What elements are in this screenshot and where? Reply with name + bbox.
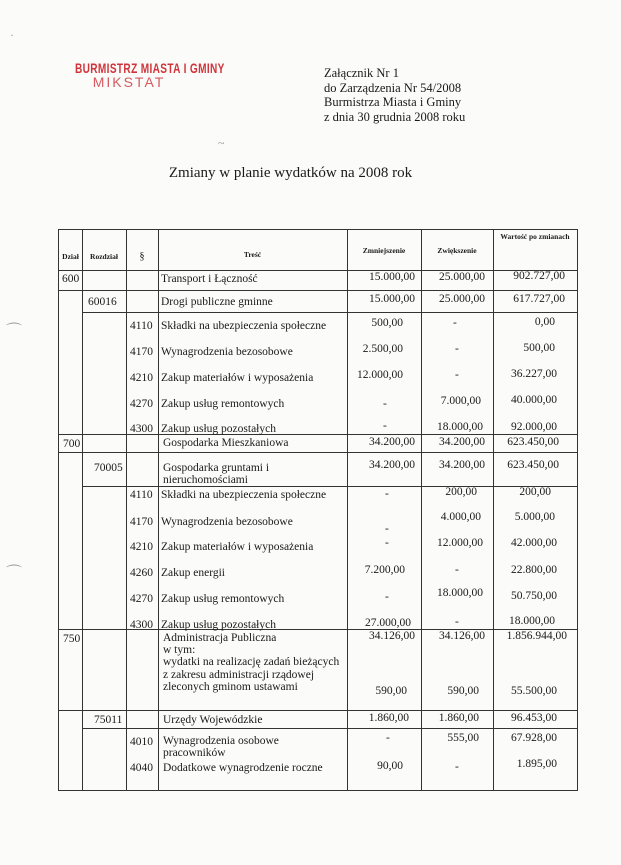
cell-zwiekszenie: - xyxy=(455,564,459,576)
cell-wartosc: 1.856.944,00 xyxy=(506,630,567,642)
cell-paragraf: 4270 xyxy=(130,593,153,605)
cell-zwiekszenie: 12.000,00 xyxy=(437,537,483,549)
cell-zmniejszenie: - xyxy=(385,488,389,500)
cell-dzial: 700 xyxy=(63,438,81,450)
cell-paragraf: 4300 xyxy=(130,619,153,631)
binder-hole-mark: ⌒ xyxy=(6,565,23,582)
annex-line: Burmistrza Miasta i Gminy xyxy=(324,95,462,109)
cell-zwiekszenie: - xyxy=(455,616,459,628)
cell-zwiekszenie: 34.126,00 xyxy=(439,630,485,642)
cell-paragraf: 4210 xyxy=(130,372,153,384)
cell-tresc: Składki na ubezpieczenia społeczne xyxy=(161,320,327,332)
cell-zwiekszenie: 7.000,00 xyxy=(440,395,481,407)
cell-zmniejszenie: - xyxy=(385,523,389,535)
cell-wartosc: 5.000,00 xyxy=(514,511,555,523)
stamp-line-1: BURMISTRZ MIASTA I GMINY xyxy=(75,60,225,76)
cell-wartosc: 50.750,00 xyxy=(511,590,557,602)
cell-paragraf: 4010 xyxy=(130,736,153,748)
header-zmniejszenie: Zmniejszenie xyxy=(362,246,406,255)
cell-paragraf: 4040 xyxy=(130,762,153,774)
cell-zmniejszenie: 1.860,00 xyxy=(368,712,409,724)
binder-hole-mark: ⌒ xyxy=(6,323,23,340)
cell-zwiekszenie: 34.200,00 xyxy=(439,436,485,448)
table-row-divider xyxy=(59,452,577,453)
cell-zmniejszenie: - xyxy=(383,398,387,410)
cell-tresc: Wynagrodzenia bezosobowe xyxy=(161,516,293,528)
cell-zmniejszenie: 90,00 xyxy=(377,760,403,772)
cell-tresc: Zakup energii xyxy=(161,567,225,579)
cell-rozdzial: 60016 xyxy=(88,296,117,308)
cell-zwiekszenie: 1.860,00 xyxy=(438,712,479,724)
cell-tresc: Zakup usług pozostałych xyxy=(161,423,276,435)
cell-paragraf: 4170 xyxy=(130,346,153,358)
cell-zwiekszenie: - xyxy=(455,343,459,355)
table-row-divider xyxy=(82,728,577,729)
table-col-divider xyxy=(126,230,127,790)
cell-zmniejszenie: 34.200,00 xyxy=(369,436,415,448)
cell-wartosc: 200,00 xyxy=(519,486,551,498)
cell-wartosc: 92.000,00 xyxy=(511,421,557,433)
cell-paragraf: 4170 xyxy=(130,516,153,528)
cell-wartosc: 1.895,00 xyxy=(516,758,557,770)
annex-line: Załącznik Nr 1 xyxy=(324,66,399,80)
cell-zmniejszenie: - xyxy=(383,420,387,432)
cell-zmniejszenie: 500,00 xyxy=(371,317,403,329)
header-rozdzial: Rozdział xyxy=(90,252,118,261)
cell-zmniejszenie: 15.000,00 xyxy=(369,271,415,283)
official-stamp xyxy=(54,60,225,90)
cell-tresc: Zakup materiałów i wyposażenia xyxy=(161,541,314,553)
cell-zmniejszenie: - xyxy=(385,591,389,603)
cell-paragraf: 4110 xyxy=(130,489,153,501)
cell-paragraf: 4210 xyxy=(130,541,153,553)
annex-header xyxy=(324,66,465,124)
scan-speck: · xyxy=(10,28,14,42)
cell-wartosc: 623.450,00 xyxy=(507,459,559,471)
cell-tresc: Drogi publiczne gminne xyxy=(161,296,273,308)
cell-tresc: Wynagrodzenia bezosobowe xyxy=(161,346,293,358)
cell-tresc: Zakup usług remontowych xyxy=(161,593,285,605)
table-row-divider xyxy=(59,710,577,711)
cell-paragraf: 4110 xyxy=(130,320,153,332)
cell-paragraf: 4300 xyxy=(130,423,153,435)
cell-tresc: Składki na ubezpieczenia społeczne xyxy=(161,489,327,501)
document-title xyxy=(0,165,621,182)
cell-wartosc: 0,00 xyxy=(534,316,555,328)
cell-zmniejszenie: 2.500,00 xyxy=(362,343,403,355)
cell-dzial: 600 xyxy=(62,273,80,285)
cell-zwiekszenie: 25.000,00 xyxy=(439,271,485,283)
cell-wartosc: 96.453,00 xyxy=(511,712,557,724)
table-row-divider xyxy=(82,312,577,313)
cell-wartosc: 40.000,00 xyxy=(511,394,557,406)
cell-tresc: Zakup materiałów i wyposażenia xyxy=(161,372,314,384)
scan-speck: ~ xyxy=(218,136,225,150)
cell-tresc: Gospodarka Mieszkaniowa xyxy=(163,437,289,449)
document-title-text: Zmiany w planie wydatków na 2008 rok xyxy=(168,165,413,181)
cell-zmniejszenie: 15.000,00 xyxy=(369,293,415,305)
cell-tresc: Transport i Łączność xyxy=(161,273,258,285)
table-col-divider xyxy=(158,230,159,790)
cell-zwiekszenie: - xyxy=(455,369,459,381)
cell-paragraf: 4260 xyxy=(130,567,153,579)
cell-tresc: Administracja Publiczna xyxy=(163,632,277,644)
cell-wartosc: 902.727,00 xyxy=(513,270,565,282)
expenditure-table xyxy=(58,229,578,791)
cell-wartosc: 67.928,00 xyxy=(511,732,557,744)
cell-zmniejszenie: - xyxy=(385,537,389,549)
cell-zwiekszenie: 590,00 xyxy=(447,685,479,697)
cell-zwiekszenie: 4.000,00 xyxy=(440,511,481,523)
cell-zmniejszenie: 27.000,00 xyxy=(365,617,411,629)
cell-zwiekszenie: 25.000,00 xyxy=(439,293,485,305)
cell-wartosc: 617.727,00 xyxy=(513,293,565,305)
table-col-divider xyxy=(82,230,83,790)
cell-zwiekszenie: 18.000,00 xyxy=(437,587,483,599)
cell-tresc: Wynagrodzenia osobowe pracowników xyxy=(163,735,279,759)
cell-zmniejszenie: 7.200,00 xyxy=(364,564,405,576)
table-col-divider xyxy=(347,230,348,790)
cell-wartosc: 500,00 xyxy=(523,342,555,354)
header-dzial: Dział xyxy=(62,252,79,261)
cell-zmniejszenie: - xyxy=(386,732,390,744)
cell-zwiekszenie: - xyxy=(453,317,457,329)
cell-tresc: Dodatkowe wynagrodzenie roczne xyxy=(163,762,323,774)
cell-paragraf: 4270 xyxy=(130,398,153,410)
cell-zmniejszenie: 34.126,00 xyxy=(369,630,415,642)
cell-wartosc: 36.227,00 xyxy=(511,368,557,380)
table-col-divider xyxy=(493,230,494,790)
cell-rozdzial: 75011 xyxy=(94,714,123,726)
cell-rozdzial: 70005 xyxy=(94,462,123,474)
cell-zmniejszenie: 34.200,00 xyxy=(369,459,415,471)
header-zwiekszenie: Zwiększenie xyxy=(437,246,477,255)
cell-zmniejszenie: 12.000,00 xyxy=(357,369,403,381)
cell-tresc: Gospodarka gruntami i nieruchomościami xyxy=(163,462,270,486)
annex-line: do Zarządzenia Nr 54/2008 xyxy=(324,80,462,95)
cell-zwiekszenie: 555,00 xyxy=(447,732,479,744)
header-wartosc: Wartość po zmianach xyxy=(500,232,570,241)
cell-zmniejszenie: 590,00 xyxy=(375,685,407,697)
cell-tresc: w tym: xyxy=(163,644,196,656)
cell-tresc: Zakup usług pozostałych xyxy=(161,619,276,631)
cell-zwiekszenie: 34.200,00 xyxy=(439,459,485,471)
table-row-divider xyxy=(59,290,577,291)
cell-zwiekszenie: - xyxy=(455,761,459,773)
table-col-divider xyxy=(421,230,422,790)
stamp-line-2: MIKSTAT xyxy=(92,74,166,90)
cell-wartosc: 18.000,00 xyxy=(509,615,555,627)
cell-wartosc: 42.000,00 xyxy=(511,537,557,549)
cell-tresc: wydatki na realizację zadań bieżących z zakresu administracji rządowej zleconych gminom ustawami xyxy=(163,656,340,693)
cell-wartosc: 55.500,00 xyxy=(511,685,557,697)
cell-tresc: Zakup usług remontowych xyxy=(161,398,285,410)
cell-wartosc: 623.450,00 xyxy=(507,436,559,448)
header-paragraf: § xyxy=(139,251,145,262)
cell-dzial: 750 xyxy=(63,633,81,645)
cell-zwiekszenie: 18.000,00 xyxy=(437,421,483,433)
cell-zwiekszenie: 200,00 xyxy=(445,486,477,498)
cell-wartosc: 22.800,00 xyxy=(511,564,557,576)
header-tresc: Treść xyxy=(243,250,262,259)
annex-line: z dnia 30 grudnia 2008 roku xyxy=(324,109,466,124)
cell-tresc: Urzędy Wojewódzkie xyxy=(163,714,263,726)
